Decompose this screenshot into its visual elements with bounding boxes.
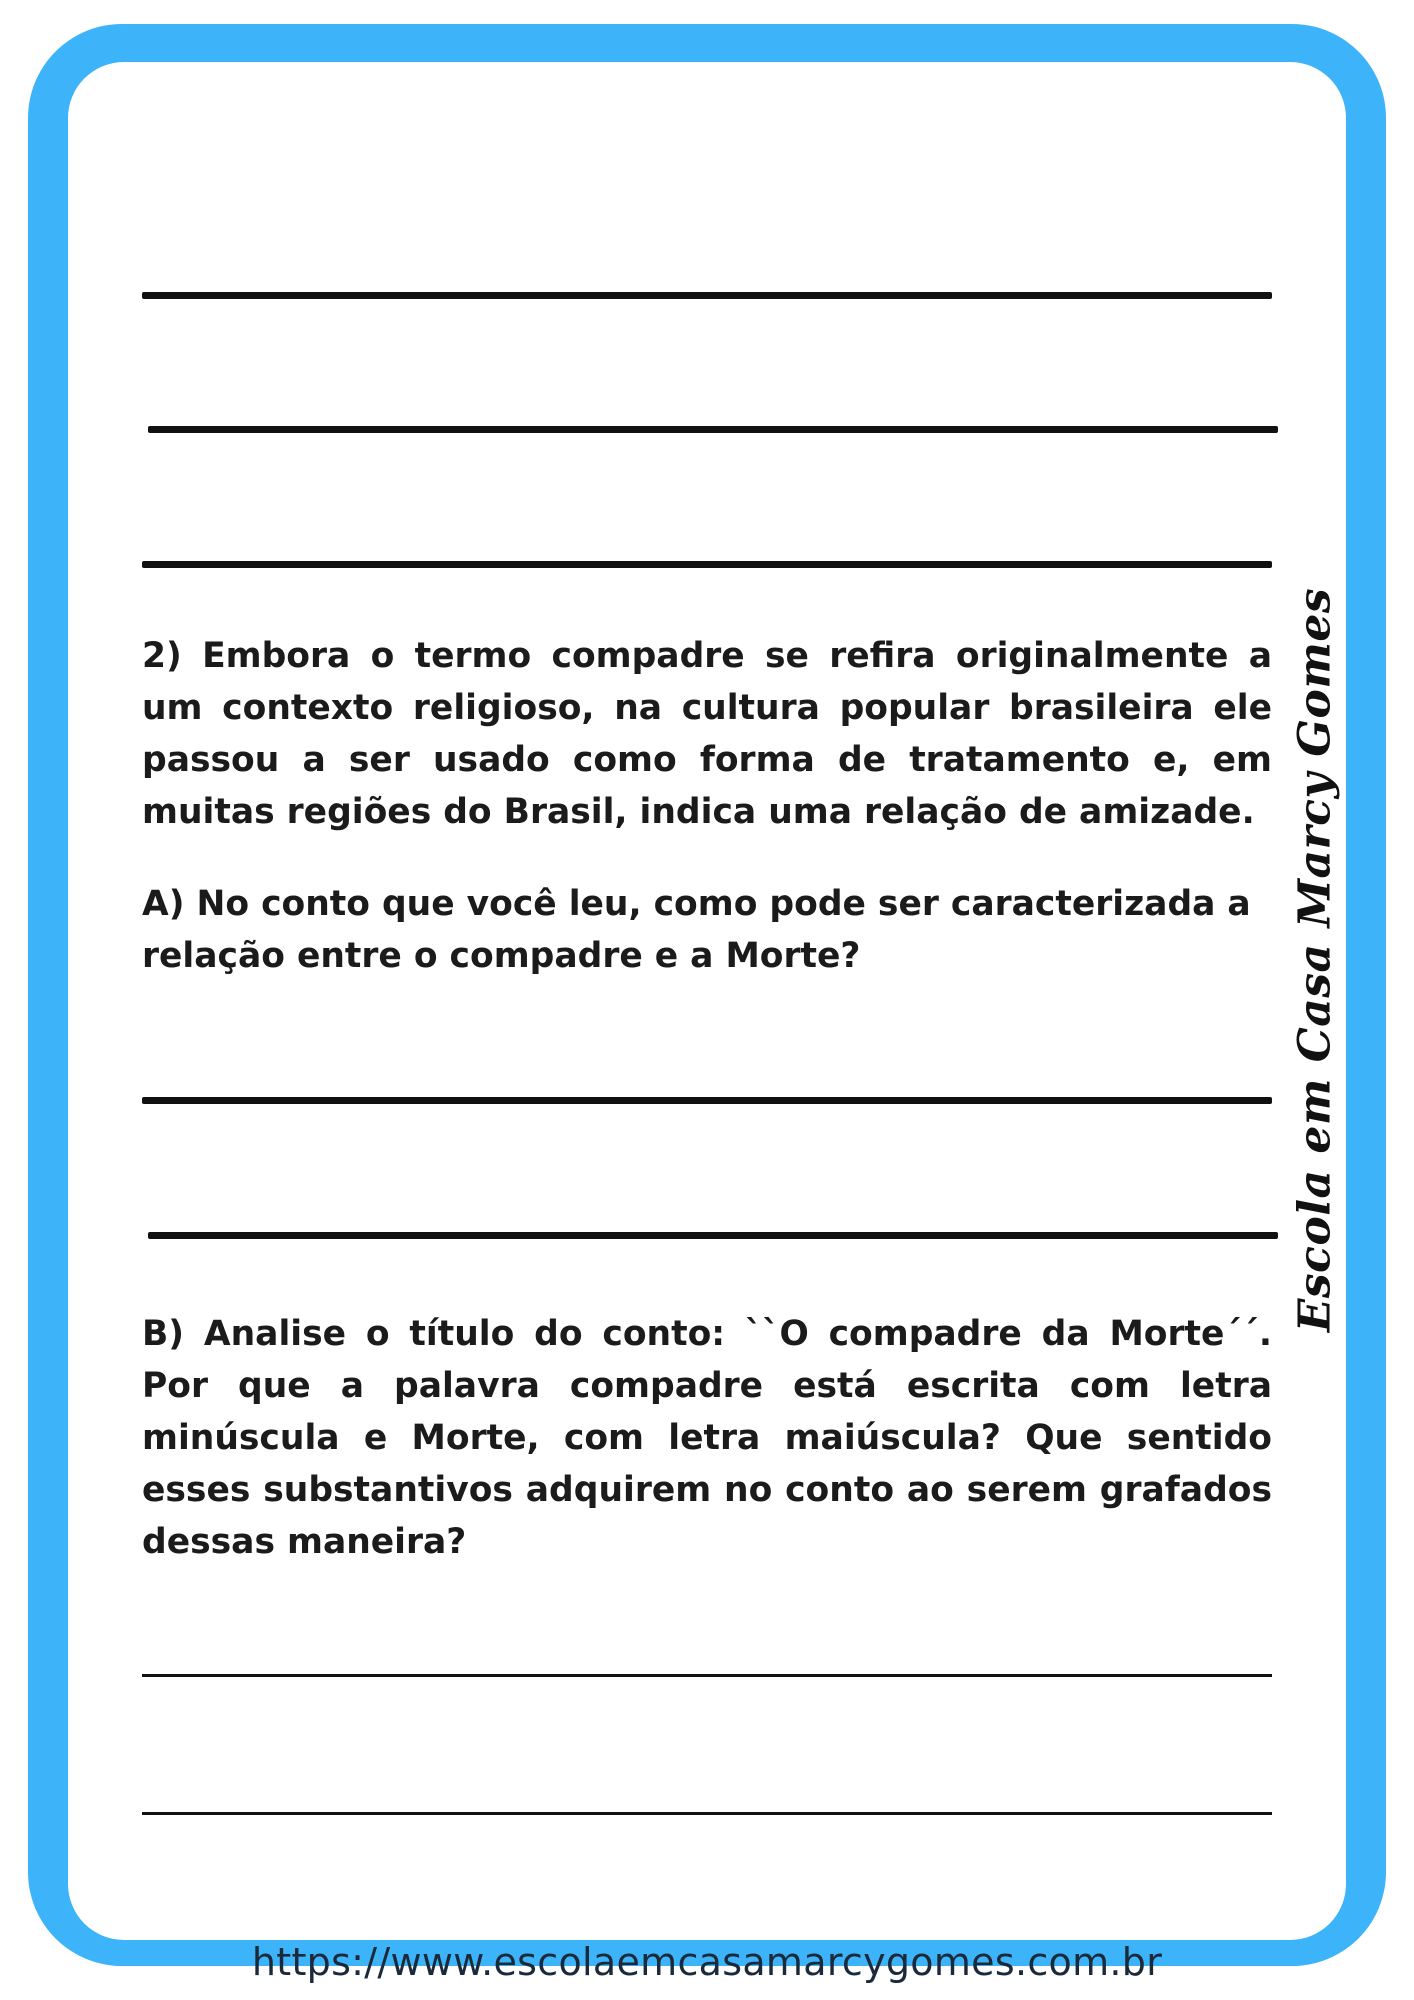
brand-side-title: Escola em Casa Marcy Gomes	[1289, 587, 1341, 1333]
answer-line[interactable]	[142, 561, 1272, 568]
answer-line[interactable]	[142, 292, 1272, 299]
answer-line[interactable]	[142, 1097, 1272, 1104]
question-a-text: A) No conto que você leu, como pode ser caracterizada a relação entre o compadre e a Morte?	[142, 884, 1251, 976]
footer-url-link[interactable]: https://www.escolaemcasamarcygomes.com.br	[251, 1940, 1163, 1984]
answer-line[interactable]	[148, 426, 1278, 433]
question-2-text: 2) Embora o termo compadre se refira originalmente a um contexto religioso, na cultura popular brasileira ele passou a ser usado como forma de tratamento e, em muitas regiões do Brasil, indica uma relação de amizade.	[142, 636, 1272, 832]
question-b-text: B) Analise o título do conto: ``O compadre da Morte´´. Por que a palavra compadre está escrita com letra minúscula e Morte, com letra maiúscula? Que sentido esses substantivos adquirem no conto ao serem grafados dessas maneira?	[142, 1314, 1272, 1562]
answer-line[interactable]	[142, 1812, 1272, 1815]
answer-line[interactable]	[142, 1674, 1272, 1677]
answer-line[interactable]	[148, 1232, 1278, 1239]
worksheet-card	[68, 62, 1346, 1940]
